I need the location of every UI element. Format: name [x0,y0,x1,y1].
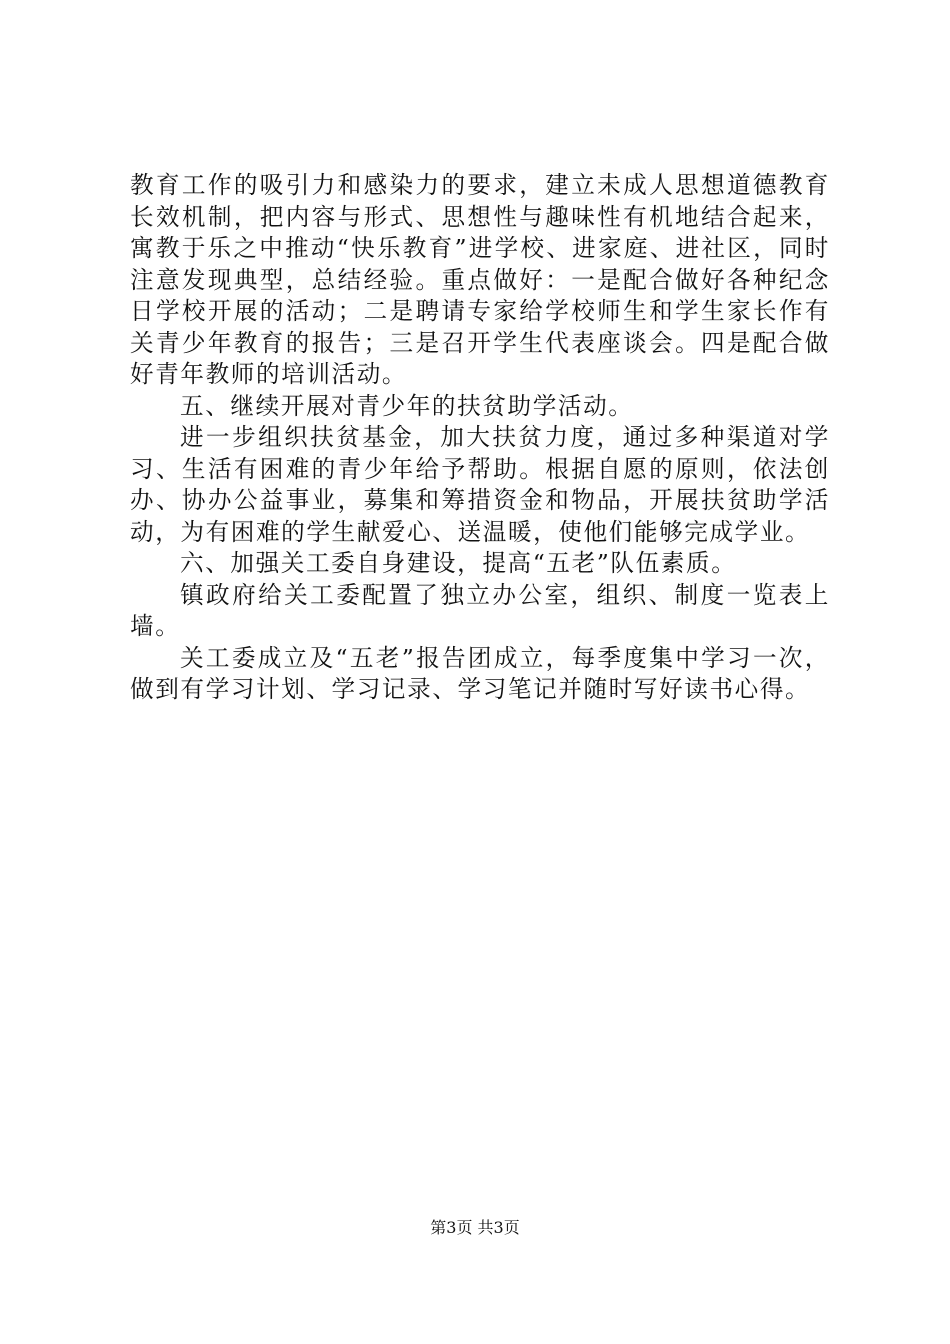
document-body [130,170,830,706]
paragraph-continuation: 教育工作的吸引力和感染力的要求，建立未成人思想道德教育长效机制，把内容与形式、思想性与趣味性有机地结合起来，寓教于乐之中推动“快乐教育”进学校、进家庭、进社区，同时注意发现典型，总结经验。重点做好：一是配合做好各种纪念日学校开展的活动；二是聘请专家给学校师生和学生家长作有关青少年教育的报告；三是召开学生代表座谈会。四是配合做好青年教师的培训活动。 [130,171,830,388]
paragraph-study: 关工委成立及“五老”报告团成立，每季度集中学习一次，做到有学习计划、学习记录、学习笔记并随时写好读书心得。 [130,643,830,703]
section-heading-6: 六、加强关工委自身建设，提高“五老”队伍素质。 [180,549,737,577]
paragraph-poverty-aid: 进一步组织扶贫基金，加大扶贫力度，通过多种渠道对学习、生活有困难的青少年给予帮助。根据自愿的原则，依法创办、协办公益事业，募集和筹措资金和物品，开展扶贫助学活动，为有困难的学生献爱心、送温暖，使他们能够完成学业。 [130,423,830,546]
section-heading-5: 五、继续开展对青少年的扶贫助学活动。 [180,391,634,420]
page-number-footer: 第3页 共3页 [430,1218,520,1237]
paragraph-office: 镇政府给关工委配置了独立办公室，组织、制度一览表上墙。 [130,580,830,640]
